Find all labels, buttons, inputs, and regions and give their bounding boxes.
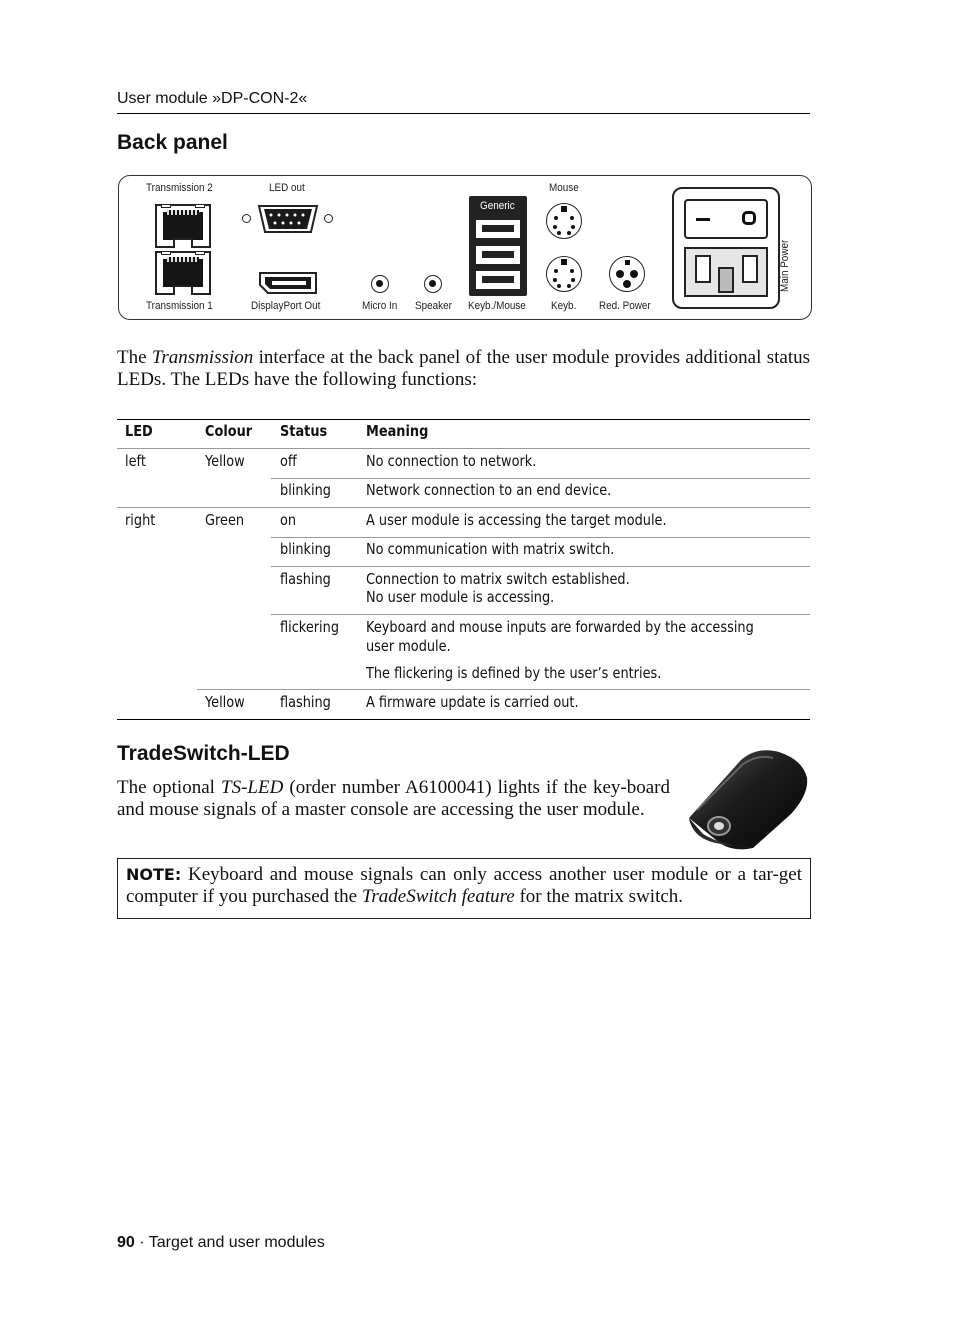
running-header: User module »DP-CON-2« [117, 90, 308, 107]
cell-status: blinking [280, 481, 331, 499]
label-red-power: Red. Power [599, 300, 651, 312]
intro-post: interface at the back panel of the user module provides additional status LEDs. The LEDs have the following functions: [117, 347, 810, 390]
cell-meaning: No communication with matrix switch. [366, 540, 615, 558]
displayport-connector-icon [258, 271, 318, 295]
cell-meaning: A firmware update is carried out. [366, 693, 579, 711]
db9-connector-icon [257, 203, 319, 235]
cell-status: flashing [280, 570, 331, 588]
cell-status: flashing [280, 693, 331, 711]
cell-meaning: Keyboard and mouse inputs are forwarded by the accessing [366, 618, 754, 636]
cell-meaning: A user module is accessing the target module. [366, 511, 667, 529]
redundant-power-port-icon [609, 256, 645, 292]
label-displayport-out: DisplayPort Out [251, 300, 321, 312]
main-power-module [672, 187, 780, 309]
ts-led-device-image [683, 748, 811, 852]
ps2-mouse-port-icon [546, 203, 582, 239]
cell-meaning-line3: The flickering is defined by the user’s entries. [366, 664, 662, 682]
cell-meaning: Network connection to an end device. [366, 481, 612, 499]
cell-led: right [125, 511, 156, 529]
back-panel-diagram [118, 175, 812, 320]
usb-port-icon [474, 244, 522, 266]
label-transmission-1: Transmission 1 [146, 300, 213, 312]
label-speaker: Speaker [415, 300, 452, 312]
header-rule [117, 113, 810, 114]
section-heading-back-panel: Back panel [117, 131, 228, 154]
label-mouse: Mouse [549, 182, 579, 194]
note-post: for the matrix switch. [514, 886, 684, 907]
section-heading-tradeswitch: TradeSwitch-LED [117, 742, 290, 765]
cell-colour: Yellow [205, 452, 245, 470]
usb-port-icon [474, 218, 522, 240]
label-led-out: LED out [269, 182, 305, 194]
screw-hole-icon [242, 214, 251, 223]
led-table [117, 419, 810, 720]
label-transmission-2: Transmission 2 [146, 182, 213, 194]
rj45-port-transmission-1 [155, 251, 211, 295]
power-socket-icon [684, 247, 768, 297]
intro-pre: The [117, 347, 152, 368]
cell-led: left [125, 452, 146, 470]
intro-paragraph [117, 347, 810, 391]
micro-in-jack-icon [371, 275, 389, 293]
tradeswitch-paragraph [117, 777, 670, 821]
note-italic: TradeSwitch feature [361, 886, 515, 907]
header-meaning: Meaning [366, 422, 429, 440]
ts-pre: The optional [117, 777, 221, 798]
rj45-port-transmission-2 [155, 204, 211, 248]
label-keyb-mouse: Keyb./Mouse [468, 300, 526, 312]
note-label: NOTE: [126, 865, 182, 884]
usb-port-group [469, 196, 527, 296]
cell-meaning: No connection to network. [366, 452, 537, 470]
intro-italic: Transmission [151, 347, 254, 368]
cell-colour: Yellow [205, 693, 245, 711]
label-keyb: Keyb. [551, 300, 577, 312]
footer-text: · Target and user modules [134, 1234, 325, 1251]
ps2-keyboard-port-icon [546, 256, 582, 292]
label-micro-in: Micro In [362, 300, 398, 312]
cell-status: off [280, 452, 297, 470]
power-switch-icon [684, 199, 768, 239]
cell-meaning-line2: user module. [366, 637, 451, 655]
ts-italic: TS-LED [221, 777, 284, 798]
usb-port-icon [474, 269, 522, 291]
header-led: LED [125, 422, 153, 440]
speaker-jack-icon [424, 275, 442, 293]
cell-meaning: Connection to matrix switch established. [366, 570, 630, 588]
ts-post: (order number A6100041) lights if the key-board and mouse signals of a master console are accessing the user module. [117, 777, 670, 820]
note-box [117, 858, 811, 919]
header-status: Status [280, 422, 328, 440]
page-footer [117, 1234, 325, 1252]
header-colour: Colour [205, 422, 253, 440]
cell-meaning-line2: No user module is accessing. [366, 588, 555, 606]
cell-status: blinking [280, 540, 331, 558]
note-text [126, 864, 802, 908]
cell-status: on [280, 511, 297, 529]
label-generic: Generic [480, 200, 515, 212]
cell-status: flickering [280, 618, 340, 636]
note-pre: Keyboard and mouse signals can only access another user module or a tar-get computer if you purchased the [126, 864, 802, 907]
cell-colour: Green [205, 511, 245, 529]
page-number: 90 [117, 1234, 135, 1251]
label-main-power: Main Power [779, 239, 791, 292]
screw-hole-icon [324, 214, 333, 223]
